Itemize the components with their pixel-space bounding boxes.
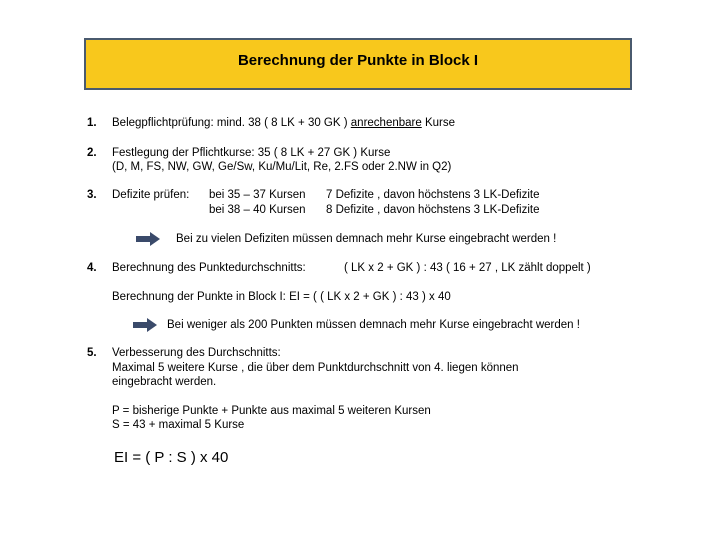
note-too-many-deficits: Bei zu vielen Defiziten müssen demnach mehr Kurse eingebracht werden ! [176,233,557,245]
item-3-row2-result: 8 Defizite , davon höchstens 3 LK-Defizite [326,204,540,216]
item-5-line3: eingebracht werden. [112,376,217,388]
item-5-number: 5. [87,347,97,359]
item-3-label: Defizite prüfen: [112,189,190,201]
item-5-final-formula: EI = ( P : S ) x 40 [114,449,229,466]
note-under-200-points: Bei weniger als 200 Punkten müssen demnach mehr Kurse eingebracht werden ! [167,319,580,331]
item-5-s-definition: S = 43 + maximal 5 Kurse [112,419,245,431]
item-4-number: 4. [87,262,97,274]
item-3-row2-range: bei 38 – 40 Kursen [209,204,306,216]
item-3-row1-result: 7 Defizite , davon höchstens 3 LK-Defizite [326,189,540,201]
right-arrow-icon [133,318,157,332]
title-banner [84,38,632,90]
item-2-line1: Festlegung der Pflichtkurse: 35 ( 8 LK + 27 GK ) Kurse [112,147,391,159]
item-3-number: 3. [87,189,97,201]
item-4-formula: ( LK x 2 + GK ) : 43 ( 16 + 27 , LK zählt doppelt ) [344,262,591,274]
item-1-underlined: anrechenbare [350,117,422,129]
item-3-row1-range: bei 35 – 37 Kursen [209,189,306,201]
item-1-number: 1. [87,117,97,129]
item-1-text-a: Belegpflichtprüfung: mind. 38 ( 8 LK + 30 GK ) [112,117,348,129]
page-title: Berechnung der Punkte in Block I [237,51,479,69]
item-5-p-definition: P = bisherige Punkte + Punkte aus maximal 5 weiteren Kursen [112,405,431,417]
item-4-label: Berechnung des Punktedurchschnitts: [112,262,306,274]
item-1-text-b: Kurse [424,117,456,129]
item-4-block-calc: Berechnung der Punkte in Block I: EI = ( ( LK x 2 + GK ) : 43 ) x 40 [112,291,451,303]
item-1-text [112,117,455,129]
right-arrow-icon [136,232,160,246]
item-2-number: 2. [87,147,97,159]
item-2-line2: (D, M, FS, NW, GW, Ge/Sw, Ku/Mu/Lit, Re, 2.FS oder 2.NW in Q2) [112,161,452,173]
item-5-line1: Verbesserung des Durchschnitts: [112,347,281,359]
item-5-line2: Maximal 5 weitere Kurse , die über dem Punktdurchschnitt von 4. liegen können [112,362,519,374]
